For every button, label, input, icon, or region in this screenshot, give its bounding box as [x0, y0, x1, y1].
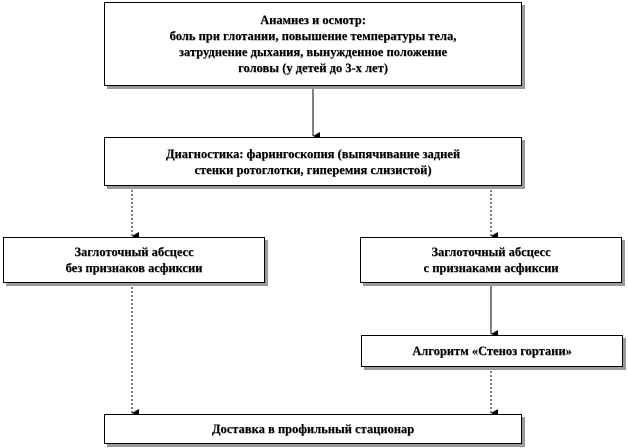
delivery-line-1: Доставка в профильный стационар [211, 422, 415, 436]
diagnostics-line-1: Диагностика: фарингоскопия (выпячивание задней [165, 146, 461, 161]
algorithm-line-1: Алгоритм «Стеноз гортани» [412, 344, 572, 358]
anamnesis-box [104, 2, 522, 86]
anamnesis-line-3: затруднение дыхания, вынужденное положение [178, 45, 448, 59]
abscess-with-asphyxia-box [360, 237, 622, 283]
algorithm-box [361, 335, 623, 367]
diagnostics-box [104, 137, 522, 186]
abscess-with-asphyxia-line-2: с признаками асфиксии [423, 261, 559, 275]
abscess-no-asphyxia-line-1: Заглоточный абсцесс [74, 245, 194, 259]
abscess-no-asphyxia-line-2: без признаков асфиксии [65, 261, 203, 275]
abscess-with-asphyxia-line-1: Заглоточный абсцесс [431, 245, 551, 259]
delivery-box [104, 414, 522, 444]
abscess-no-asphyxia-box [3, 237, 265, 283]
diagnostics-line-2: стенки ротоглотки, гиперемия слизистой) [194, 162, 432, 177]
anamnesis-line-1: Анамнез и осмотр: [260, 13, 366, 27]
anamnesis-line-4: головы (у детей до 3-х лет) [238, 61, 388, 75]
anamnesis-line-2: боль при глотании, повышение температуры тела, [169, 29, 457, 43]
